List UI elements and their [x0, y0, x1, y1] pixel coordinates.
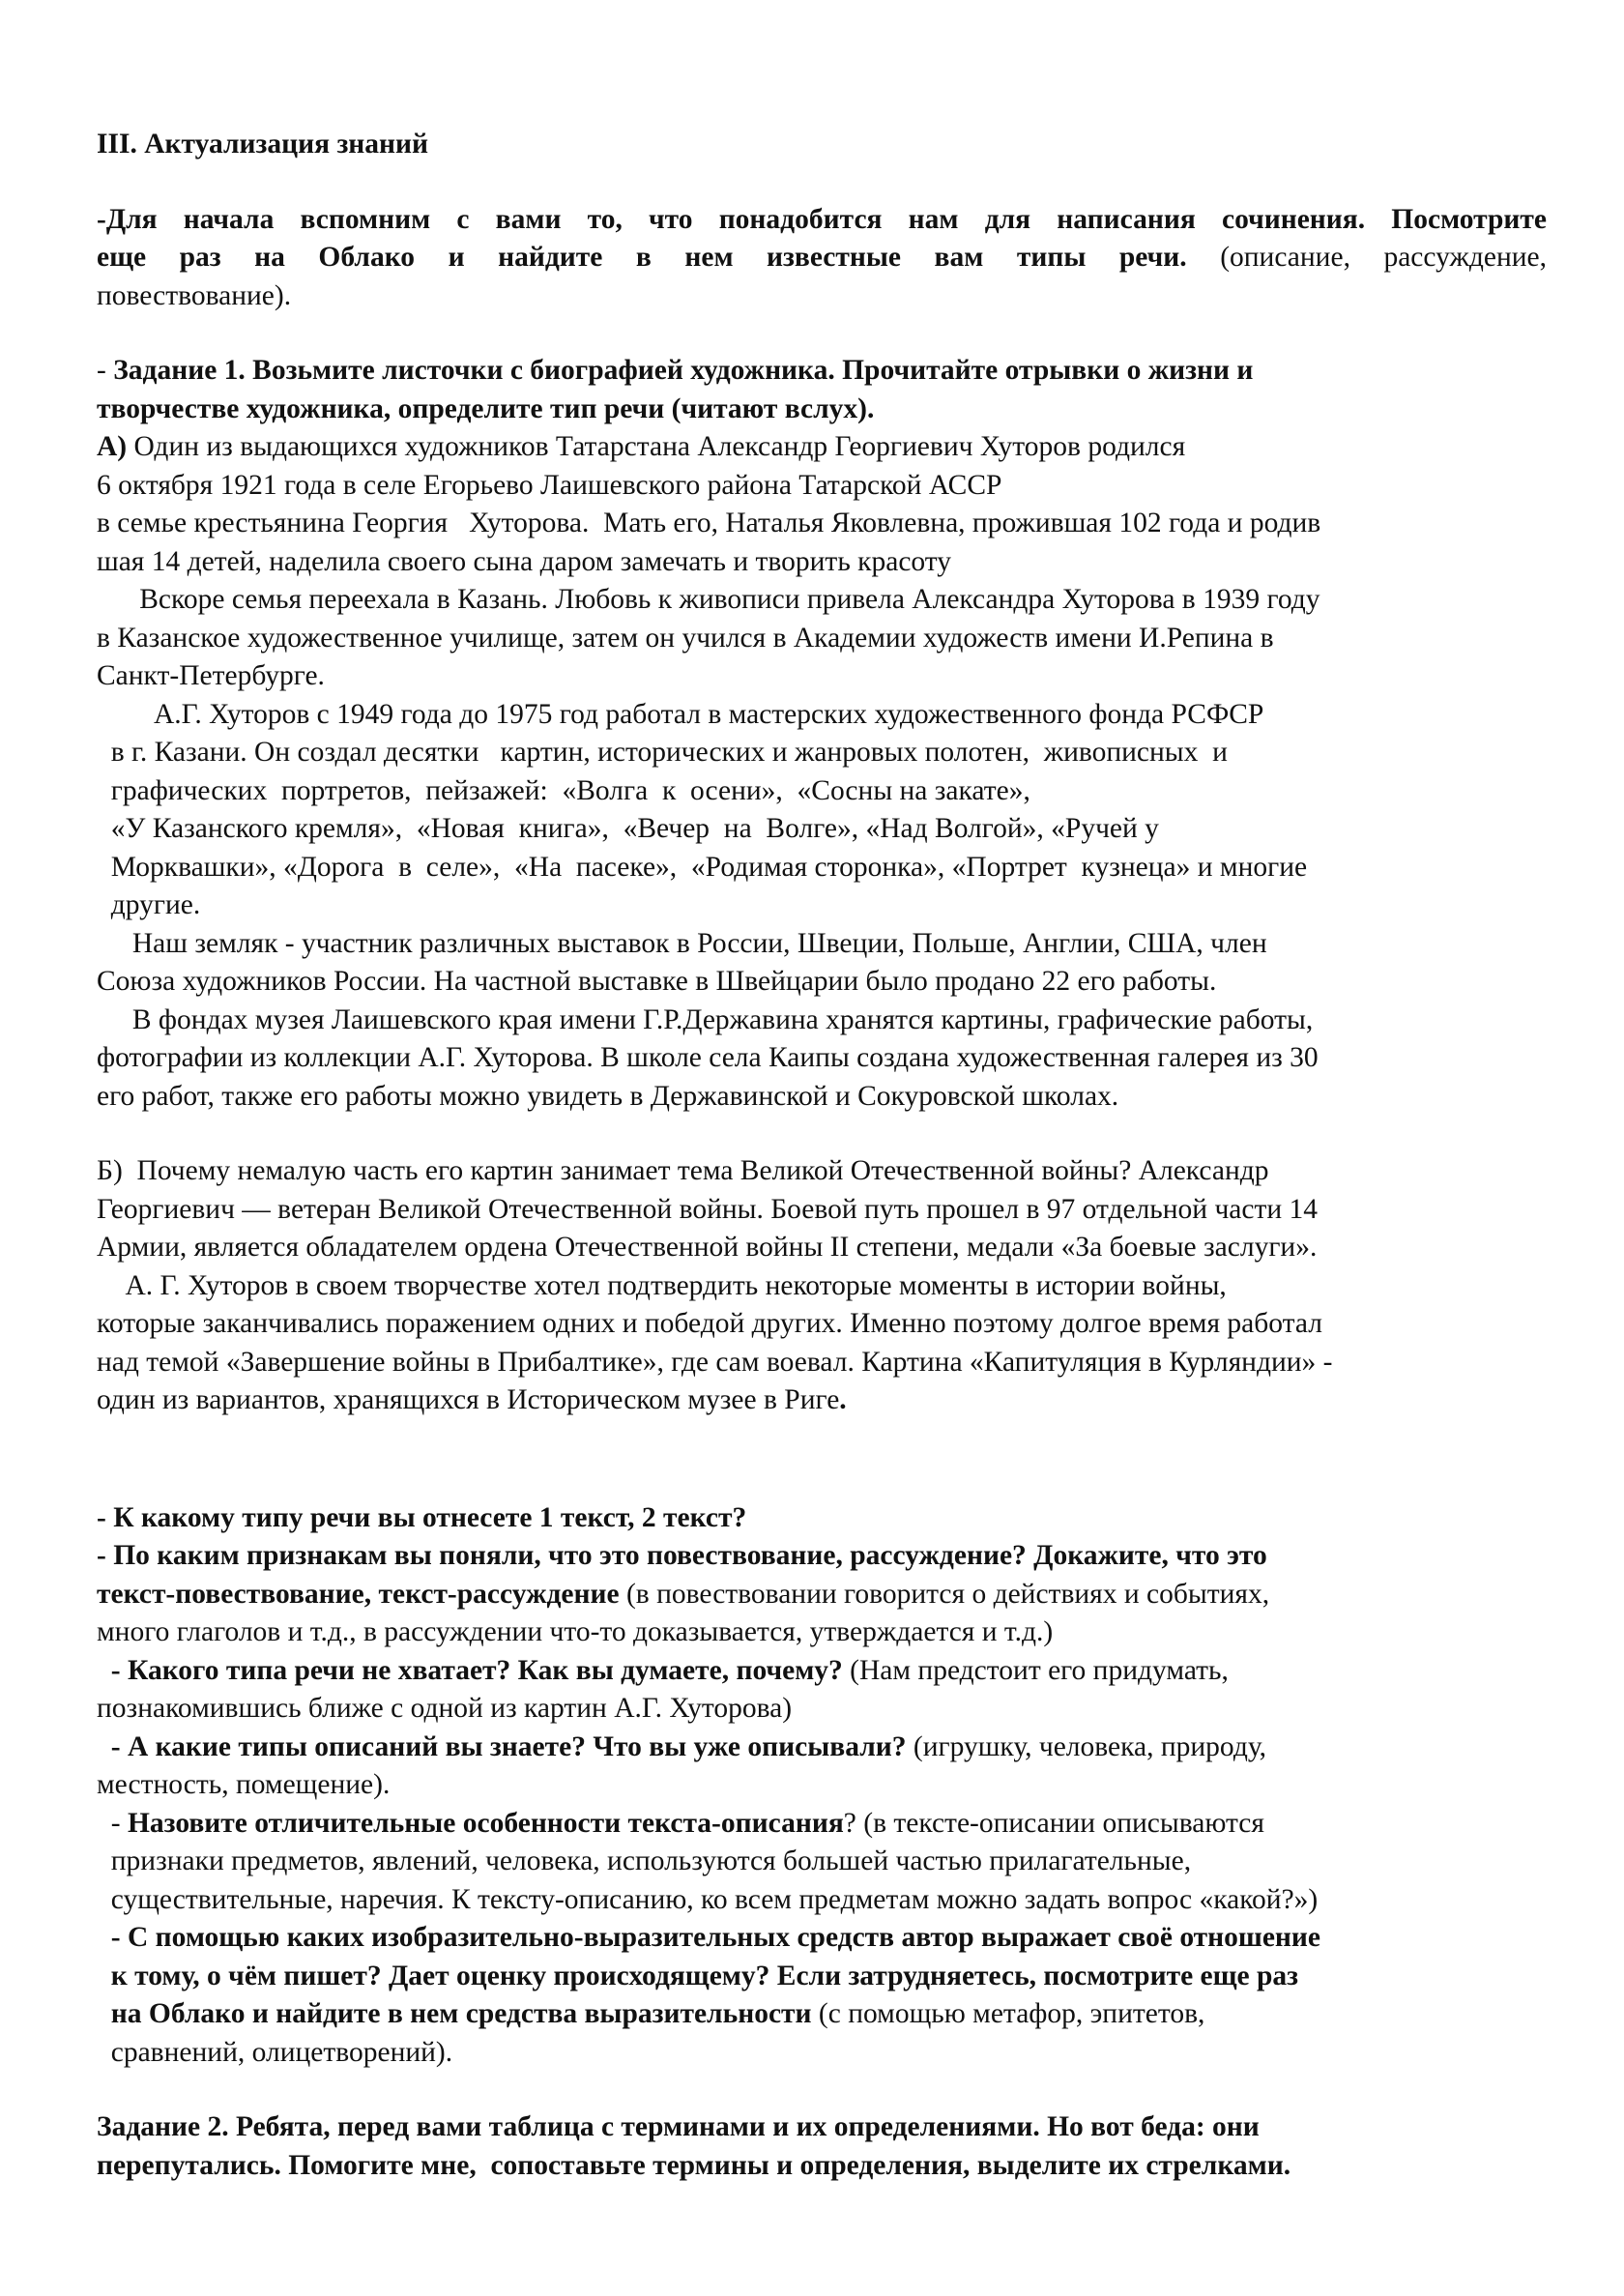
questions: [97, 1499, 1547, 2073]
text-b-line: Георгиевич — ветеран Великой Отечественной войны. Боевой путь прошел в 97 отдельной части 14: [97, 1193, 1319, 1225]
text-a-line: шая 14 детей, наделила своего сына даром замечать и творить красоту: [97, 545, 952, 577]
question-4-line-2: местность, помещение).: [97, 1769, 391, 1800]
question-6-line-3: на Облако и найдите в нем средства выразительности (с помощью метафор, эпитетов,: [97, 1998, 1205, 2029]
text-a-line: графических портретов, пейзажей: «Волга к осени», «Сосны на закате»,: [97, 774, 1030, 806]
text-a-line: в семье крестьянина Георгия Хуторова. Мать его, Наталья Яковлевна, прожившая 102 года и родив: [97, 508, 1321, 538]
question-2-line-2: текст-повествование, текст-рассуждение (в повествовании говорится о действиях и событиях,: [97, 1578, 1270, 1610]
document-page: [97, 126, 1547, 2185]
question-1: - К какому типу речи вы отнесете 1 текст, 2 текст?: [97, 1501, 747, 1533]
question-2-line-3: много глаголов и т.д., в рассуждении что-то доказывается, утверждается и т.д.): [97, 1616, 1054, 1647]
text-a-line: «У Казанского кремля», «Новая книга», «Вечер на Волге», «Над Волгой», «Ручей у: [97, 813, 1159, 844]
text-a-line: в г. Казани. Он создал десятки картин, исторических и жанровых полотен, живописных и: [97, 737, 1228, 768]
text-b-line: Армии, является обладателем ордена Отечественной войны II степени, медали «За боевые заслуги».: [97, 1232, 1318, 1263]
text-a-line: в Казанское художественное училище, затем он учился в Академии художеств имени И.Репина в: [97, 622, 1274, 654]
text-b: [97, 1152, 1547, 1420]
question-6-line-4: сравнений, олицетворений).: [97, 2036, 453, 2068]
text-b-line: Б) Почему немалую часть его картин занимает тема Великой Отечественной войны? Александр: [97, 1155, 1269, 1186]
task2-line-1: Задание 2. Ребята, перед вами таблица с терминами и их определениями. Но вот беда: они: [97, 2111, 1260, 2142]
task1-line-1: - Задание 1. Возьмите листочки с биографией художника. Прочитайте отрывки о жизни и: [97, 355, 1254, 386]
text-a-line: Морквашки», «Дорога в селе», «На пасеке», «Родимая сторонка», «Портрет кузнеца» и многие: [97, 851, 1308, 883]
text-b-last-line: один из вариантов, хранящихся в Историческом музее в Риге.: [97, 1384, 847, 1415]
question-5-line-1: - Назовите отличительные особенности текста-описания? (в тексте-описании описываются: [97, 1807, 1264, 1839]
intro-line-1: -Для начала вспомним с вами то, что понадобится нам для написания сочинения. Посмотрите: [97, 203, 1547, 235]
text-a-line: его работ, также его работы можно увидеть в Державинской и Сокуровской школах.: [97, 1080, 1119, 1112]
intro-line-3: повествование).: [97, 279, 292, 311]
question-3-line-1: - Какого типа речи не хватает? Как вы думаете, почему? (Нам предстоит его придумать,: [97, 1654, 1229, 1686]
text-b-line: которые заканчивались поражением одних и победой других. Именно поэтому долгое время работал: [97, 1308, 1322, 1339]
text-a-line: другие.: [97, 889, 201, 920]
task2-line-2: перепутались. Помогите мне, сопоставьте термины и определения, выделите их стрелками.: [97, 2149, 1291, 2181]
intro-line-2: еще раз на Облако и найдите в нем известные вам типы речи. (описание, рассуждение,: [97, 242, 1547, 273]
question-3-line-2: познакомившись ближе с одной из картин А.Г. Хуторова): [97, 1693, 793, 1724]
text-a-line: Наш земляк - участник различных выставок в России, Швеции, Польше, Англии, США, член: [97, 927, 1267, 959]
question-2-line-1: - По каким признакам вы поняли, что это повествование, рассуждение? Докажите, что это: [97, 1540, 1267, 1571]
text-a-line: Санкт-Петербурге.: [97, 660, 325, 691]
task1-line-2: творчестве художника, определите тип речи (читают вслух).: [97, 392, 875, 424]
question-5-line-2: признаки предметов, явлений, человека, используются большей частью прилагательные,: [97, 1846, 1192, 1876]
text-a-line-1: А) Один из выдающихся художников Татарстана Александр Георгиевич Хуторов родился: [97, 431, 1186, 462]
question-6-line-2: к тому, о чём пишет? Дает оценку происходящему? Если затрудняетесь, посмотрите еще раз: [97, 1960, 1299, 1991]
text-a-line: А.Г. Хуторов с 1949 года до 1975 год работал в мастерских художественного фонда РСФСР: [97, 698, 1264, 730]
text-a: [97, 428, 1547, 1116]
text-a-line: В фондах музея Лаишевского края имени Г.Р.Державина хранятся картины, графические работы,: [97, 1003, 1314, 1035]
question-6-line-1: - С помощью каких изобразительно-выразительных средств автор выражает своё отношение: [97, 1922, 1321, 1953]
question-5-line-3: существительные, наречия. К тексту-описанию, ко всем предметам можно задать вопрос «какой?»): [97, 1883, 1319, 1915]
text-a-line: Вскоре семья переехала в Казань. Любовь к живописи привела Александра Хуторова в 1939 году: [97, 584, 1320, 615]
section-heading: III. Актуализация знаний: [97, 129, 429, 160]
question-4-line-1: - А какие типы описаний вы знаете? Что вы уже описывали? (игрушку, человека, природу,: [97, 1730, 1267, 1762]
text-a-line: Союза художников России. На частной выставке в Швейцарии было продано 22 его работы.: [97, 966, 1217, 997]
text-b-line: над темой «Завершение войны в Прибалтике», где сам воевал. Картина «Капитуляция в Курляндии» -: [97, 1346, 1333, 1378]
text-b-line: А. Г. Хуторов в своем творчестве хотел подтвердить некоторые моменты в истории войны,: [97, 1269, 1227, 1301]
text-a-line: 6 октября 1921 года в селе Егорьево Лаишевского района Татарской АССР: [97, 469, 1002, 501]
text-a-line: фотографии из коллекции А.Г. Хуторова. В школе села Каипы создана художественная галерея из 30: [97, 1042, 1319, 1073]
